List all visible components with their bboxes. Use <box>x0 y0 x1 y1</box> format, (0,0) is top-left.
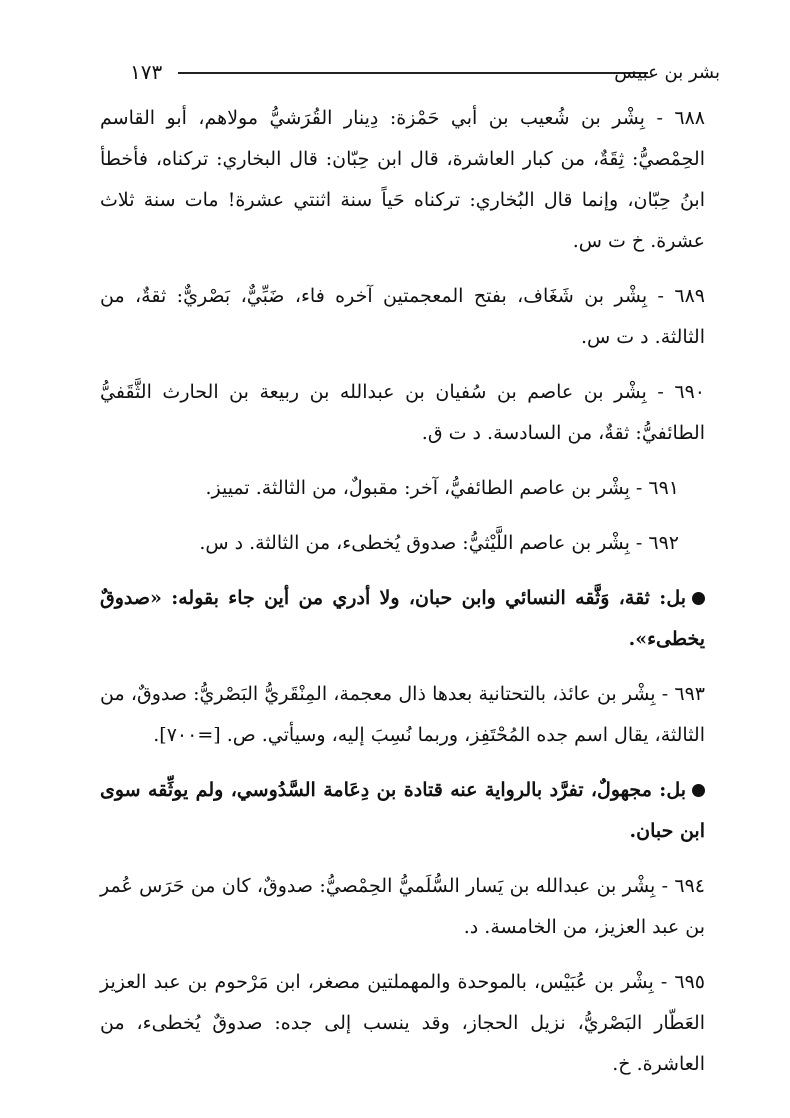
bullet-icon <box>692 784 705 797</box>
bullet-icon <box>692 592 705 605</box>
header-rule <box>178 72 648 74</box>
page-header <box>120 56 720 96</box>
entry-688: ٦٨٨ - بِشْر بن شُعيب بن أبي حَمْزة: دِينار القُرَشيُّ مولاهم، أبو القاسم الحِمْصيُّ: ثِقَةٌ، من كبار العاشرة، قال ابن حِبّان: قال البخاري: تركناه، فأخطأ ابنُ حِبّان، وإنما قال البُخاري: تركناه حَياً سنة اثنتي عشرة! مات سنة ثلاث عشرة. خ ت س. <box>100 107 705 252</box>
running-title: بشر بن عبيس <box>614 62 720 83</box>
entry-694: ٦٩٤ - بِشْر بن عبدالله بن يَسار السُّلَميُّ الحِمْصيُّ: صدوقٌ، كان من حَرَس عُمر بن عبد العزيز، من الخامسة. د. <box>100 875 705 938</box>
editor-note-1 <box>100 578 705 660</box>
page-number: ١٧٣ <box>130 60 163 84</box>
editor-note-2 <box>100 770 705 852</box>
entry-690: ٦٩٠ - بِشْر بن عاصم بن سُفيان بن عبدالله بن ربيعة بن الحارث الثَّقَفيُّ الطائفيُّ: ثقةٌ، من السادسة. د ت ق. <box>100 381 705 444</box>
entry-689: ٦٨٩ - بِشْر بن شَغَاف، بفتح المعجمتين آخره فاء، ضَبِّيٌّ، بَصْريٌّ: ثقةٌ، من الثالثة. د ت س. <box>100 285 705 348</box>
entry-695: ٦٩٥ - بِشْر بن عُبَيْس، بالموحدة والمهملتين مصغر، ابن مَرْحوم بن عبد العزيز العَطّار البَصْريُّ، نزيل الحجاز، وقد ينسب إلى جده: صدوقٌ يُخطىء، من العاشرة. خ. <box>100 971 705 1075</box>
note-text: بل: ثقة، وَثَّقه النسائي وابن حبان، ولا أدري من أين جاء بقوله: «صدوقٌ يخطىء». <box>100 587 705 650</box>
page-body <box>100 98 705 1099</box>
entry-692: ٦٩٢ - بِشْر بن عاصم اللَّيْثيُّ: صدوق يُخطىء، من الثالثة. د س. <box>199 532 679 554</box>
entry-693: ٦٩٣ - بِشْر بن عائذ، بالتحتانية بعدها ذال معجمة، المِنْقَريُّ البَصْريُّ: صدوقٌ، من الثالثة، يقال اسم جده المُحْتَفِز، وربما نُسِبَ إليه، وسيأتي. ص. [=٧٠٠]. <box>100 683 705 746</box>
entry-691: ٦٩١ - بِشْر بن عاصم الطائفيُّ، آخر: مقبولٌ، من الثالثة. تمييز. <box>205 477 679 499</box>
note-text: بل: مجهولٌ، تفرَّد بالرواية عنه قتادة بن دِعَامة السَّدُوسي، ولم يوثِّقه سوى ابن حبان. <box>100 779 705 842</box>
